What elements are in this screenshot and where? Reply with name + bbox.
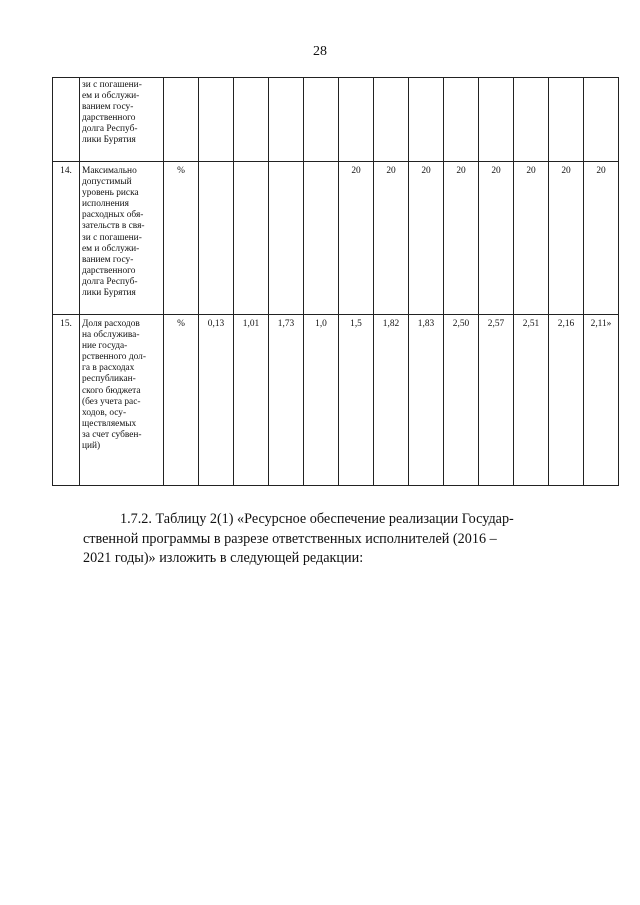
- value-cell: 2,57: [479, 315, 514, 486]
- indicator-name-cell: зи с погашени- ем и обслужи- ванием госу- дарственного долга Респуб- лики Бурятия: [80, 78, 164, 162]
- value-cell: [304, 78, 339, 162]
- value-cell: [409, 78, 444, 162]
- value-cell: [304, 162, 339, 315]
- value-cell: 20: [374, 162, 409, 315]
- indicator-name-cell: Доля расходов на обслужива- ние госуда- рственного дол- га в расходах республикан- ского бюджета (без учета рас- ходов, осу- ществляемых за счет субвен- ций): [80, 315, 164, 486]
- value-cell: 1,73: [269, 315, 304, 486]
- value-cell: 1,83: [409, 315, 444, 486]
- value-cell: [234, 162, 269, 315]
- instruction-paragraph: 1.7.2. Таблицу 2(1) «Ресурсное обеспечение реализации Государ- ственной программы в разрезе ответственных исполнителей (2016 – 2021 годы)» изложить в следующей редакции:: [83, 511, 514, 566]
- value-cell: 2,50: [444, 315, 479, 486]
- value-cell: 20: [444, 162, 479, 315]
- row-number-cell: 14.: [53, 162, 80, 315]
- value-cell: [444, 78, 479, 162]
- indicator-name-cell: Максимально допустимый уровень риска исполнения расходных обя- зательств в свя- зи с погашени- ем и обслужи- ванием госу- дарственного долга Респуб- лики Бурятия: [80, 162, 164, 315]
- row-number-cell: 15.: [53, 315, 80, 486]
- value-cell: [199, 78, 234, 162]
- value-cell: [479, 78, 514, 162]
- value-cell: 20: [584, 162, 619, 315]
- value-cell: [549, 78, 584, 162]
- value-cell: 1,01: [234, 315, 269, 486]
- value-cell: [514, 78, 549, 162]
- unit-cell: %: [164, 162, 199, 315]
- value-cell: 20: [514, 162, 549, 315]
- page-number: 28: [313, 44, 327, 59]
- value-cell: 1,0: [304, 315, 339, 486]
- value-cell: 20: [549, 162, 584, 315]
- value-cell: [234, 78, 269, 162]
- value-cell: [269, 78, 304, 162]
- value-cell: 1,5: [339, 315, 374, 486]
- unit-cell: [164, 78, 199, 162]
- table-row: [53, 78, 619, 162]
- value-cell: [584, 78, 619, 162]
- value-cell: [339, 78, 374, 162]
- value-cell: [199, 162, 234, 315]
- value-cell: 2,11»: [584, 315, 619, 486]
- value-cell: 2,16: [549, 315, 584, 486]
- unit-cell: %: [164, 315, 199, 486]
- value-cell: 20: [479, 162, 514, 315]
- value-cell: [269, 162, 304, 315]
- row-number-cell: [53, 78, 80, 162]
- value-cell: [374, 78, 409, 162]
- value-cell: 20: [409, 162, 444, 315]
- table-row: [53, 162, 619, 315]
- indicators-table: [52, 77, 619, 486]
- value-cell: 20: [339, 162, 374, 315]
- table-row: [53, 315, 619, 486]
- value-cell: 1,82: [374, 315, 409, 486]
- value-cell: 2,51: [514, 315, 549, 486]
- value-cell: 0,13: [199, 315, 234, 486]
